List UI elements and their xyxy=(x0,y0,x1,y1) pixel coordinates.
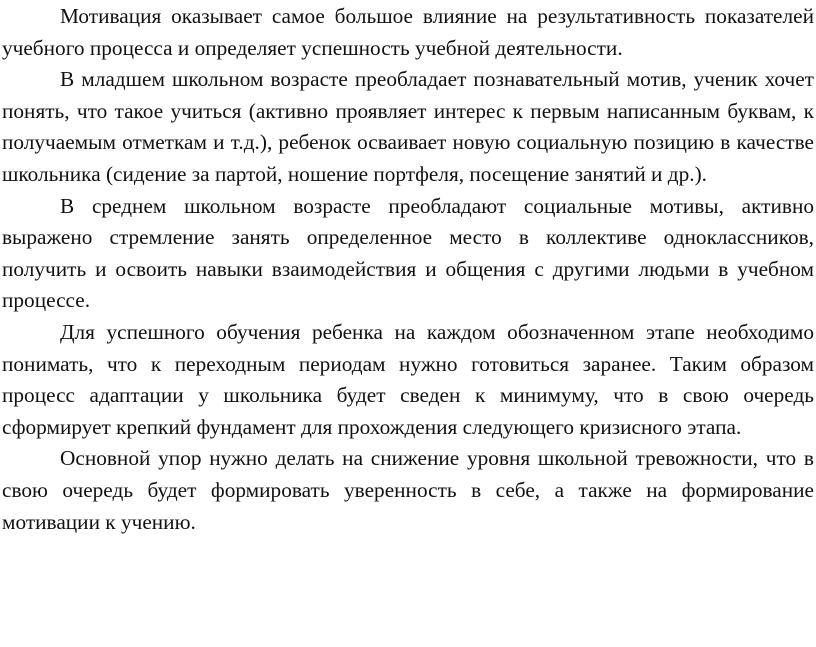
document-page xyxy=(2,0,814,538)
paragraph-motivation-influence: Мотивация оказывает самое большое влияние на результативность показателей учебного процесса и определяет успешность учебной деятельности. xyxy=(2,4,814,60)
paragraph-school-anxiety: Основной упор нужно делать на снижение уровня школьной тревожности, что в свою очередь будет формировать уверенность в себе, а также на формирование мотивации к учению. xyxy=(2,446,814,534)
paragraph-middle-school-age: В среднем школьном возрасте преобладают социальные мотивы, активно выражено стремление занять определенное место в коллективе одноклассников, получить и освоить навыки взаимодействия и общения с другими людьми в учебном процессе. xyxy=(2,193,814,313)
paragraph-successful-learning: Для успешного обучения ребенка на каждом обозначенном этапе необходимо понимать, что к переходным периодам нужно готовиться заранее. Таким образом процесс адаптации у школьника будет сведен к минимуму, что в свою очередь сформирует крепкий фундамент для прохождения следующего кризисного этапа. xyxy=(2,319,814,439)
paragraph-junior-school-age: В младшем школьном возрасте преобладает познавательный мотив, ученик хочет понять, что такое учиться (активно проявляет интерес к первым написанным буквам, к получаемым отметкам и т.д.), ребенок осваивает новую социальную позицию в качестве школьника (сидение за партой, ношение портфеля, посещение занятий и др.). xyxy=(2,67,814,186)
